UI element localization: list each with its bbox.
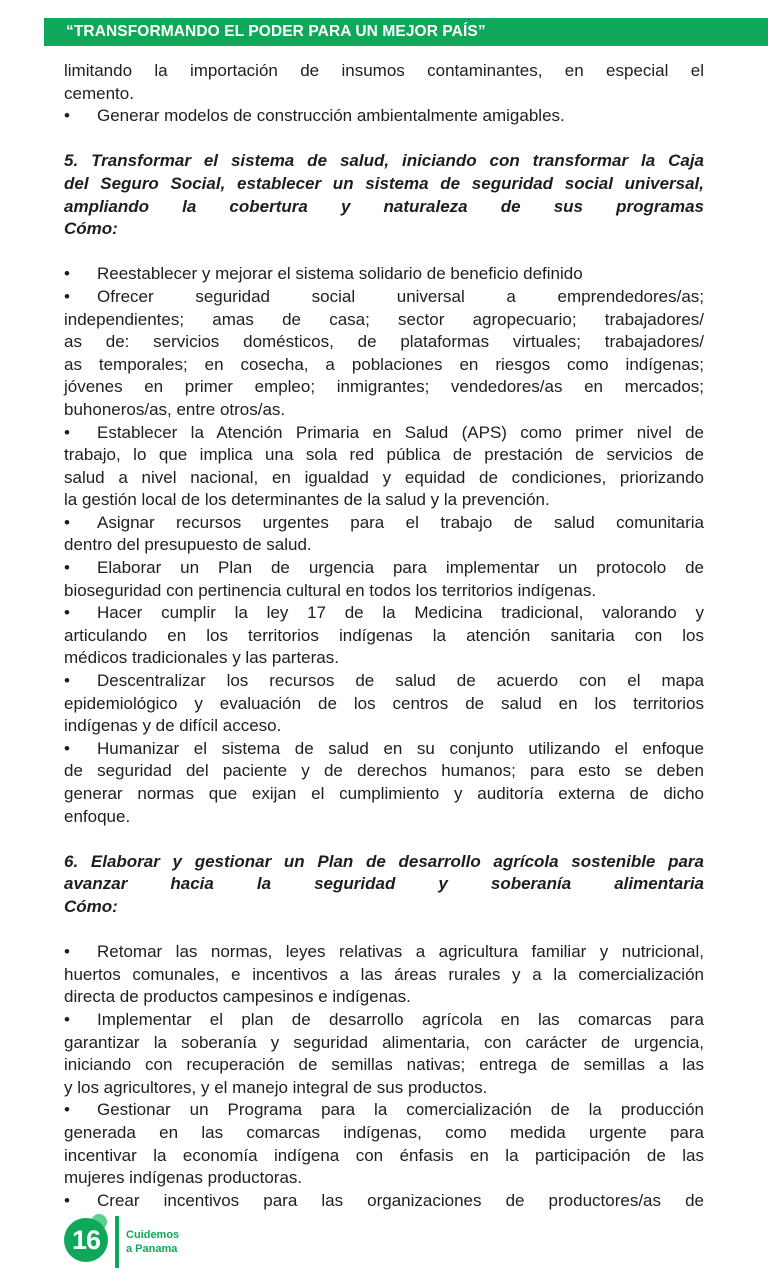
bullet-icon: • <box>64 264 70 284</box>
line-text: buhoneros/as, entre otros/as. <box>64 399 286 419</box>
footer-divider <box>115 1216 119 1268</box>
text-line <box>64 670 704 693</box>
blank-line <box>64 241 704 264</box>
line-text: Hacer cumplir la ley 17 de la Medicina tradicional, valorando y <box>97 603 704 623</box>
text-line <box>64 196 704 219</box>
text-line <box>64 941 704 964</box>
line-text: indígenas y de difícil acceso. <box>64 716 282 736</box>
bullet-icon: • <box>64 1009 70 1029</box>
line-text: epidemiológico y evaluación de los centros de salud en los territorios <box>64 693 704 713</box>
line-text: Descentralizar los recursos de salud de acuerdo con el mapa <box>97 671 704 691</box>
text-line <box>64 60 704 83</box>
bullet-icon: • <box>64 1190 70 1210</box>
text-line <box>64 1190 704 1213</box>
bullet-item <box>64 670 704 738</box>
paragraph <box>64 60 704 105</box>
line-text: de seguridad del paciente y de derechos humanos; para esto se deben <box>64 761 704 781</box>
bullet-icon: • <box>64 558 70 578</box>
line-text: cemento. <box>64 83 134 103</box>
line-text: salud a nivel nacional, en igualdad y equidad de condiciones, priorizando <box>64 467 704 487</box>
line-text: ampliando la cobertura y naturaleza de sus programas <box>64 196 704 216</box>
line-text: Gestionar un Programa para la comercialización de la producción <box>97 1100 704 1120</box>
section-heading <box>64 150 704 240</box>
line-text: 6. Elaborar y gestionar un Plan de desarrollo agrícola sostenible para <box>64 851 704 871</box>
text-line <box>64 986 704 1009</box>
bullet-item <box>64 1190 704 1213</box>
header-title: “TRANSFORMANDO EL PODER PARA UN MEJOR PAÍS” <box>66 23 486 40</box>
line-text: enfoque. <box>64 806 131 826</box>
bullet-icon: • <box>64 942 70 962</box>
line-text: iniciando con recuperación de semillas nativas; entrega de semillas a las <box>64 1055 704 1075</box>
line-text: Asignar recursos urgentes para el trabajo de salud comunitaria <box>97 512 704 532</box>
text-line <box>64 489 704 512</box>
line-text: y los agricultores, y el manejo integral de sus productos. <box>64 1077 488 1097</box>
text-line <box>64 376 704 399</box>
text-line <box>64 647 704 670</box>
bullet-icon: • <box>64 603 70 623</box>
bullet-item <box>64 105 704 128</box>
text-line <box>64 602 704 625</box>
text-line <box>64 1099 704 1122</box>
bullet-icon: • <box>64 512 70 532</box>
text-line <box>64 693 704 716</box>
line-text: trabajo, lo que implica una sola red pública de prestación de servicios de <box>64 445 704 465</box>
bullet-item <box>64 1009 704 1099</box>
line-text: bioseguridad con pertinencia cultural en todos los territorios indígenas. <box>64 580 597 600</box>
text-line <box>64 105 704 128</box>
text-line <box>64 309 704 332</box>
bullet-item <box>64 557 704 602</box>
text-line <box>64 173 704 196</box>
page-footer <box>64 1212 264 1272</box>
text-line <box>64 399 704 422</box>
bullet-item <box>64 263 704 286</box>
text-line <box>64 760 704 783</box>
line-text: Crear incentivos para las organizaciones de productores/as de <box>97 1190 704 1210</box>
line-text: as de: servicios domésticos, de plataformas virtuales; trabajadores/ <box>64 332 704 352</box>
blank-line <box>64 128 704 151</box>
text-line <box>64 263 704 286</box>
text-line <box>64 1167 704 1190</box>
text-line <box>64 1054 704 1077</box>
text-line <box>64 1077 704 1100</box>
line-text: incentivar la economía indígena con énfasis en la participación de las <box>64 1145 704 1165</box>
line-text: del Seguro Social, establecer un sistema de seguridad social universal, <box>64 173 704 193</box>
text-line <box>64 354 704 377</box>
section-heading <box>64 851 704 919</box>
brand-logo-text <box>126 1228 179 1256</box>
line-text: Reestablecer y mejorar el sistema solidario de beneficio definido <box>97 264 583 284</box>
blank-line <box>64 828 704 851</box>
text-line <box>64 150 704 173</box>
text-line <box>64 580 704 603</box>
line-text: avanzar hacia la seguridad y soberanía alimentaria <box>64 874 704 894</box>
bullet-icon: • <box>64 422 70 442</box>
text-line <box>64 534 704 557</box>
bullet-icon: • <box>64 671 70 691</box>
bullet-icon: • <box>64 106 70 126</box>
line-text: as temporales; en cosecha, a poblaciones en riesgos como indígenas; <box>64 354 704 374</box>
bullet-item <box>64 286 704 422</box>
line-text: Cómo: <box>64 219 118 239</box>
line-text: Generar modelos de construcción ambientalmente amigables. <box>97 106 565 126</box>
text-line <box>64 783 704 806</box>
brand-line-2: a Panama <box>126 1243 178 1255</box>
text-line <box>64 1122 704 1145</box>
line-text: 5. Transformar el sistema de salud, iniciando con transformar la Caja <box>64 151 704 171</box>
line-text: Humanizar el sistema de salud en su conjunto utilizando el enfoque <box>97 738 704 758</box>
bullet-icon: • <box>64 1100 70 1120</box>
line-text: Establecer la Atención Primaria en Salud (APS) como primer nivel de <box>97 422 704 442</box>
text-line <box>64 444 704 467</box>
text-line <box>64 512 704 535</box>
line-text: garantizar la soberanía y seguridad alimentaria, con carácter de urgencia, <box>64 1032 704 1052</box>
bullet-item <box>64 941 704 1009</box>
document-body <box>64 60 704 1212</box>
header-bar <box>44 18 768 46</box>
text-line <box>64 738 704 761</box>
text-line <box>64 873 704 896</box>
line-text: articulando en los territorios indígenas la atención sanitaria con los <box>64 625 704 645</box>
text-line <box>64 557 704 580</box>
line-text: directa de productos campesinos e indígenas. <box>64 987 411 1007</box>
text-line <box>64 422 704 445</box>
text-line <box>64 467 704 490</box>
text-line <box>64 806 704 829</box>
bullet-icon: • <box>64 738 70 758</box>
text-line <box>64 851 704 874</box>
line-text: mujeres indígenas productoras. <box>64 1168 303 1188</box>
line-text: Retomar las normas, leyes relativas a agricultura familiar y nutricional, <box>97 942 704 962</box>
brand-line-1: Cuidemos <box>126 1229 180 1241</box>
text-line <box>64 83 704 106</box>
line-text: la gestión local de los determinantes de la salud y la prevención. <box>64 490 550 510</box>
line-text: dentro del presupuesto de salud. <box>64 535 312 555</box>
bullet-icon: • <box>64 286 70 306</box>
text-line <box>64 218 704 241</box>
text-line <box>64 896 704 919</box>
bullet-item <box>64 602 704 670</box>
bullet-item <box>64 738 704 828</box>
bullet-item <box>64 422 704 512</box>
bullet-item <box>64 1099 704 1189</box>
line-text: jóvenes en primer empleo; inmigrantes; vendedores/as en mercados; <box>64 377 704 397</box>
bullet-item <box>64 512 704 557</box>
line-text: limitando la importación de insumos contaminantes, en especial el <box>64 61 704 80</box>
text-line <box>64 1009 704 1032</box>
text-line <box>64 715 704 738</box>
line-text: Implementar el plan de desarrollo agrícola en las comarcas para <box>97 1009 704 1029</box>
text-line <box>64 1145 704 1168</box>
text-line <box>64 286 704 309</box>
text-line <box>64 625 704 648</box>
line-text: Ofrecer seguridad social universal a emprendedores/as; <box>97 286 704 306</box>
blank-line <box>64 919 704 942</box>
text-line <box>64 1032 704 1055</box>
line-text: independientes; amas de casa; sector agropecuario; trabajadores/ <box>64 309 704 329</box>
text-line <box>64 964 704 987</box>
line-text: Elaborar un Plan de urgencia para implementar un protocolo de <box>97 558 704 578</box>
line-text: generada en las comarcas indígenas, como medida urgente para <box>64 1122 704 1142</box>
line-text: médicos tradicionales y las parteras. <box>64 648 339 668</box>
line-text: generar normas que exijan el cumplimiento y auditoría externa de dicho <box>64 784 704 803</box>
text-line <box>64 331 704 354</box>
line-text: Cómo: <box>64 896 118 916</box>
page-number: 16 <box>64 1218 108 1262</box>
line-text: huertos comunales, e incentivos a las áreas rurales y a la comercialización <box>64 964 704 984</box>
